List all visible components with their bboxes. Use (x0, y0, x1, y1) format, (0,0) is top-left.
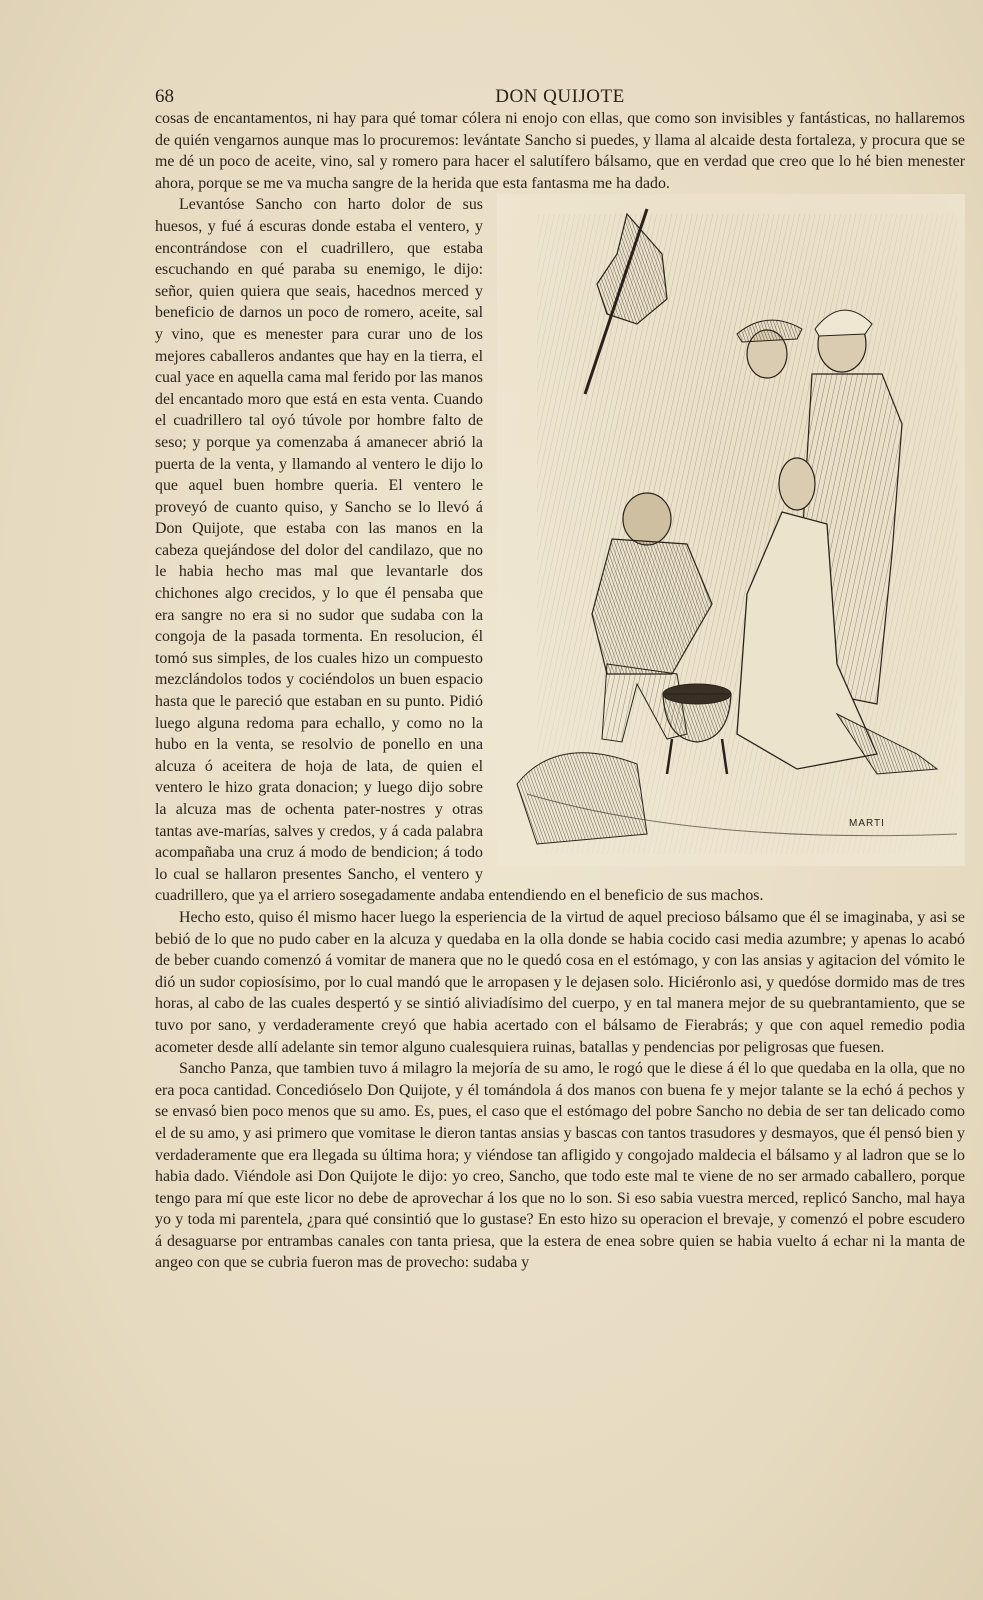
paragraph-1: cosas de encantamentos, ni hay para qué tomar cólera ni enojo con ellas, que como son invisibles y fantásticas, no hallaremos de quién vengarnos aunque mas lo procuremos: levántate Sancho si puedes, y llama al alcaide desta fortaleza, y procura que se me dé un poco de aceite, vino, sal y romero para hacer el salutífero bálsamo, que en verdad que creo que lo hé bien menester ahora, porque se me va mucha sangre de la herida que esta fantasma me ha dado. (155, 110, 965, 192)
page-number: 68 (155, 86, 174, 107)
running-title: DON QUIJOTE (495, 86, 625, 107)
paragraph-2: Levantóse Sancho con harto dolor de sus huesos, y fué á escuras donde estaba el ventero, y encontrándose con el cuadrillero, que estaba escuchando en qué paraba su enemigo, le dijo: señor, quien quiera que seais, hacednos merced y beneficio de darnos un poco de romero, aceite, sal y vino, que es menester para curar uno de los mejores caballeros andantes que hay en la tierra, el cual yace en aquella cama mal ferido por las manos del encantado moro que está en esta venta. Cuando el cuadrillero tal oyó túvole por hombre falto de seso; y porque ya comenzaba á amanecer abrió la puerta de la venta, y llamando al ventero le dijo lo que aquel buen hombre queria. El ventero le proveyó de cuanto quiso, y Sancho se lo llevó á Don Quijote, que estaba con las manos en la cabeza quejándose del dolor del candilazo, que no le habia hecho mas mal que levantarle dos chichones algo crecidos, y lo que él pensaba que era sangre no era si no sudor que sudaba con la congoja de la pasada tormenta. En resolucion, él tomó sus simples, de los cuales hizo un compuesto mezclándolos todos y cociéndolos un buen espacio hasta que le pareció que estaban en su punto. Pidió luego alguna redoma para echallo, y como no la hubo en la venta, se resolvio de ponello en una alcuza ó aceitera de hoja de lata, de quien el ventero le hizo grata donacion; y luego dijo sobre la alcuza mas de ochenta pater-nostres y otras tantas ave-marías, salves y credos, y á cada palabra acompañaba una cruz á modo de bendicion; á todo lo cual se hallaron presentes Sancho, el ventero y cuadrillero, que ya el arriero sosegadamente andaba entendiendo en el beneficio de sus machos. (155, 196, 764, 905)
engraving-illustration (497, 194, 965, 866)
paragraph-3: Hecho esto, quiso él mismo hacer luego la esperiencia de la virtud de aquel precioso bálsamo que él se imaginaba, y asi se bebió de lo que no pudo caber en la alcuza y quedaba en la olla donde se habia cocido casi media azumbre; y apenas lo acabó de beber cuando comenzó á vomitar de manera que no le quedó cosa en el estómago, y con las ansias y agitacion del vómito le dió un sudor copiosísimo, por lo cual mandó que le arropasen y le dejasen solo. Hiciéronlo asi, y quedóse dormido mas de tres horas, al cabo de las cuales despertó y se sintió aliviadísimo del cuerpo, y en tal manera mejor de su quebrantamiento, que se tuvo por sano, y verdaderamente creyó que habia acertado con el bálsamo de Fierabrás; y que con aquel remedio podia acometer desde allí adelante sin temor alguno cualesquiera ruinas, batallas y pendencias por peligrosas que fuesen. (155, 908, 965, 1056)
paragraph-4: Sancho Panza, que tambien tuvo á milagro la mejoría de su amo, le rogó que le diese á él lo que quedaba en la olla, que no era poca cantidad. Concedióselo Don Quijote, y él tomándola á dos manos con buena fe y mejor talante se la echó á pechos y se envasó bien poco menos que su amo. Es, pues, el caso que el estómago del pobre Sancho no debia de ser tan delicado como el de su amo, y asi primero que vomitase le dieron tantas ansias y bascas con tantos trasudores y desmayos, que él pensó bien y verdaderamente que era llegada su última hora; y viéndose tan afligido y congojado maldecia el bálsamo y al ladron que se lo habia dado. Viéndole asi Don Quijote le dijo: yo creo, Sancho, que todo este mal te viene de no ser armado caballero, porque tengo para mí que este licor no debe de aprovechar á los que no lo son. Si eso sabia vuestra merced, replicó Sancho, mal haya yo y toda mi parentela, ¿para qué consintió que lo gustase? En esto hizo su operacion el brevaje, y comenzó el pobre escudero á desaguarse por entrambas canales con tanta priesa, que la estera de enea sobre quien se habia vuelto á echar ni la manta de angeo con que se cubria fueron mas de provecho: sudaba y (155, 1060, 965, 1272)
body-text (155, 108, 965, 1274)
artist-signature: MARTI (849, 818, 885, 830)
engraving-drawing (497, 194, 965, 866)
